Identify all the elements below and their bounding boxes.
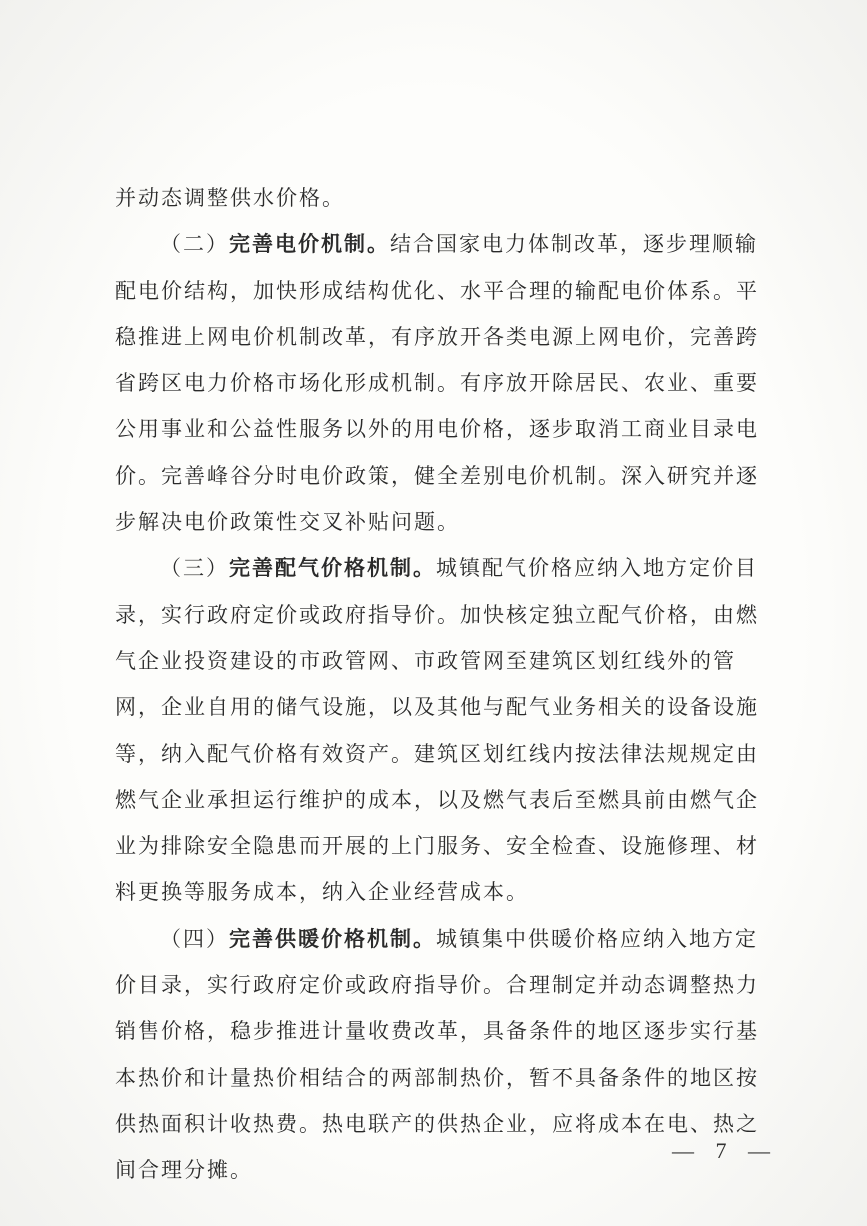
text-line: 本热价和计量热价相结合的两部制热价，暂不具备条件的地区按 xyxy=(115,1065,759,1090)
section-title: 完善电价机制。 xyxy=(229,231,390,257)
text-line: 省跨区电力价格市场化形成机制。有序放开除居民、农业、重要 xyxy=(115,371,759,396)
text-line: 网，企业自用的储气设施，以及其他与配气业务相关的设备设施 xyxy=(115,695,759,720)
text-line: 价。完善峰谷分时电价政策，健全差别电价机制。深入研究并逐 xyxy=(115,463,759,488)
text-line: 间合理分摊。 xyxy=(115,1158,253,1183)
text-line: 配电价结构，加快形成结构优化、水平合理的输配电价体系。平 xyxy=(115,278,759,303)
section-label: （四） xyxy=(160,926,229,951)
section-title: 完善供暖价格机制。 xyxy=(229,925,436,951)
body-text xyxy=(115,175,787,1194)
text-line: 录，实行政府定价或政府指导价。加快核定独立配气价格，由燃 xyxy=(115,602,759,627)
text-line: 业为排除安全隐患而开展的上门服务、安全检查、设施修理、材 xyxy=(115,834,759,859)
text-line: 并动态调整供水价格。 xyxy=(115,186,345,210)
text-line: 燃气企业承担运行维护的成本，以及燃气表后至燃具前由燃气企 xyxy=(115,787,759,812)
paragraph xyxy=(115,221,787,545)
text-line: 销售价格，稳步推进计量收费改革，具备条件的地区逐步实行基 xyxy=(115,1019,759,1044)
paragraph xyxy=(115,545,787,915)
text-line: 等，纳入配气价格有效资产。建筑区划红线内按法律法规规定由 xyxy=(115,741,759,766)
section-heading-line xyxy=(115,916,787,962)
text-line: 供热面积计收热费。热电联产的供热企业，应将成本在电、热之 xyxy=(115,1111,759,1136)
section-text: 结合国家电力体制改革，逐步理顺输 xyxy=(390,232,758,257)
section-title: 完善配气价格机制。 xyxy=(229,555,436,581)
text-line: 价目录，实行政府定价或政府指导价。合理制定并动态调整热力 xyxy=(115,973,759,998)
section-label: （三） xyxy=(160,556,229,581)
section-text: 城镇配气价格应纳入地方定价目 xyxy=(436,556,758,581)
text-line: 料更换等服务成本，纳入企业经营成本。 xyxy=(115,880,529,905)
text-line: 气企业投资建设的市政管网、市政管网至建筑区划红线外的管 xyxy=(115,648,736,673)
section-heading-line xyxy=(115,221,787,267)
text-line: 步解决电价政策性交叉补贴问题。 xyxy=(115,510,460,535)
paragraph xyxy=(115,175,787,221)
section-text: 城镇集中供暖价格应纳入地方定 xyxy=(436,926,758,951)
page-number: — 7 — xyxy=(672,1138,778,1163)
text-line: 公用事业和公益性服务以外的用电价格，逐步取消工商业目录电 xyxy=(115,417,759,442)
text-line: 稳推进上网电价机制改革，有序放开各类电源上网电价，完善跨 xyxy=(115,324,759,349)
section-label: （二） xyxy=(160,232,229,257)
section-heading-line xyxy=(115,545,787,591)
